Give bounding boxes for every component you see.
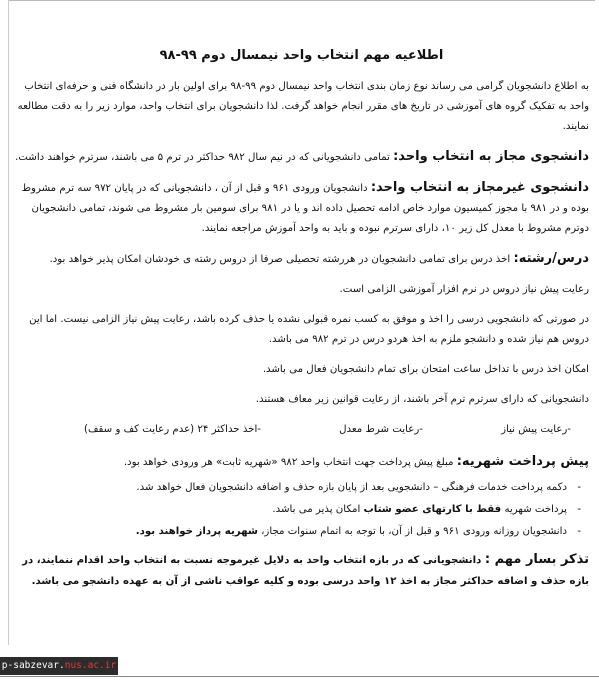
exempt-rules [14, 420, 589, 440]
exempt-rule: -رعایت شرط معدل [339, 424, 423, 435]
not-allowed-heading: دانشجوی غیرمجاز به انتخاب واحد: [370, 180, 589, 195]
list-item: - پرداخت شهریه فقط با کارتهای عضو شتاب امکان پذیر می باشد. [14, 499, 567, 521]
payment-heading: پیش پرداخت شهریه: [456, 454, 589, 469]
important-notice-heading: تذکر بسار مهم : [484, 552, 589, 567]
not-allowed-section [14, 178, 589, 239]
not-allowed-text: دانشجویان ورودی ۹۶۱ و قبل از آن ، دانشجویانی که در پایان ۹۷۲ سه ترم مشروط بوده و در ۹۸۱ با مجوز کمیسیون موارد خاص ادامه تحصیل داده اند و یا در ۹۸۱ برای سومین بار مشروط می شوند، تمامی دانشجویان دوترم مشروط با معدل کل زیر ۱۰، دارای سرترم نبوده و باید به واحد آموزش مراجعه نمایند. [21, 183, 589, 234]
allowed-section [14, 147, 589, 168]
intro-paragraph: به اطلاع دانشجویان گرامی می رساند نوع زمان بندی انتخاب واحد نیمسال دوم ۹۹-۹۸ برای اولین بار در دانشگاه فنی و حرفه‌ای انتخاب واحد به تفکیک گروه های آموزشی در تاریخ های مقرر انجام خواهد گرفت. لذا دانشجویان برای انتخاب واحد، موارد زیر را به دقت مطالعه نمایند. [17, 81, 589, 132]
page-top-border [8, 0, 595, 1]
course-exam-overlap-note: امکان اخذ درس با تداخل ساعت امتحان برای تمام دانشجویان فعال می باشد. [262, 364, 589, 375]
course-final-term-note: دانشجویانی که دارای سرترم ترم آخر باشند، از رعایت قوانین زیر معاف هستند. [255, 394, 589, 405]
course-text: اخذ درس برای تمامی دانشجویان در هررشته تحصیلی صرفا از دروس رشته ی خودشان امکان پذیر خواهد بود. [49, 254, 514, 265]
important-notice [14, 549, 589, 592]
list-item: - دانشجویان روزانه ورودی ۹۶۱ و قبل از آن، با توجه به اتمام سنوات مجاز، شهریه پرداز خواهند بود. [14, 521, 567, 543]
course-failed-note: در صورتی که دانشجویی درسی را اخذ و موفق به کسب نمره قبولی نشده یا حذف کرده باشد، رعایت پیش نیاز الزامی نیست. اما این دروس هم نیاز شده و دانشجو ملزم به اخذ هردو درس در ترم ۹۸۲ می باشد. [29, 314, 589, 345]
payment-section [14, 452, 589, 473]
course-section [14, 249, 589, 270]
important-notice-text: دانشجویانی که در بازه انتخاب واحد به دلایل غیرموجه نسبت به انتخاب واحد اقدام ننمایند، در بازه حذف و اضافه حداکثر مجاز به اخذ ۱۲ واحد درسی بوده و کلیه عواقب ناشی از آن به عهده دانشجو می باشد. [22, 555, 589, 587]
payment-list [14, 477, 589, 543]
exempt-rule: -اخذ حداکثر ۲۴ (عدم رعایت کف و سقف) [84, 424, 261, 435]
exempt-rule: -رعایت پیش نیاز [501, 424, 571, 435]
list-item: - دکمه پرداخت خدمات فرهنگی – دانشجویی بعد از پایان بازه حذف و اضافه دانشجویان فعال خواهد شد. [14, 477, 567, 499]
footer-rule [0, 676, 599, 677]
announcement-page [14, 48, 589, 659]
payment-text: مبلغ پیش پرداخت جهت انتخاب واحد ۹۸۲ «شهریه ثابت» هر ورودی خواهد بود. [123, 457, 457, 468]
announcement-title: اطلاعیه مهم انتخاب واحد نیمسال دوم ۹۹-۹۸ [159, 48, 444, 63]
course-heading: درس/رشته: [513, 251, 589, 266]
course-prerequisite-note: رعایت پیش نیاز دروس در نرم افزار آموزشی الزامی است. [339, 284, 589, 295]
website-badge[interactable]: p-sabzevar.nus.ac.ir [0, 657, 118, 675]
allowed-heading: دانشجوی مجاز به انتخاب واحد: [393, 149, 589, 164]
allowed-text: تمامی دانشجویانی که در نیم سال ۹۸۲ حداکثر در ترم ۵ می باشند، سرترم خواهند داشت. [15, 152, 394, 163]
page-left-border [8, 0, 9, 645]
